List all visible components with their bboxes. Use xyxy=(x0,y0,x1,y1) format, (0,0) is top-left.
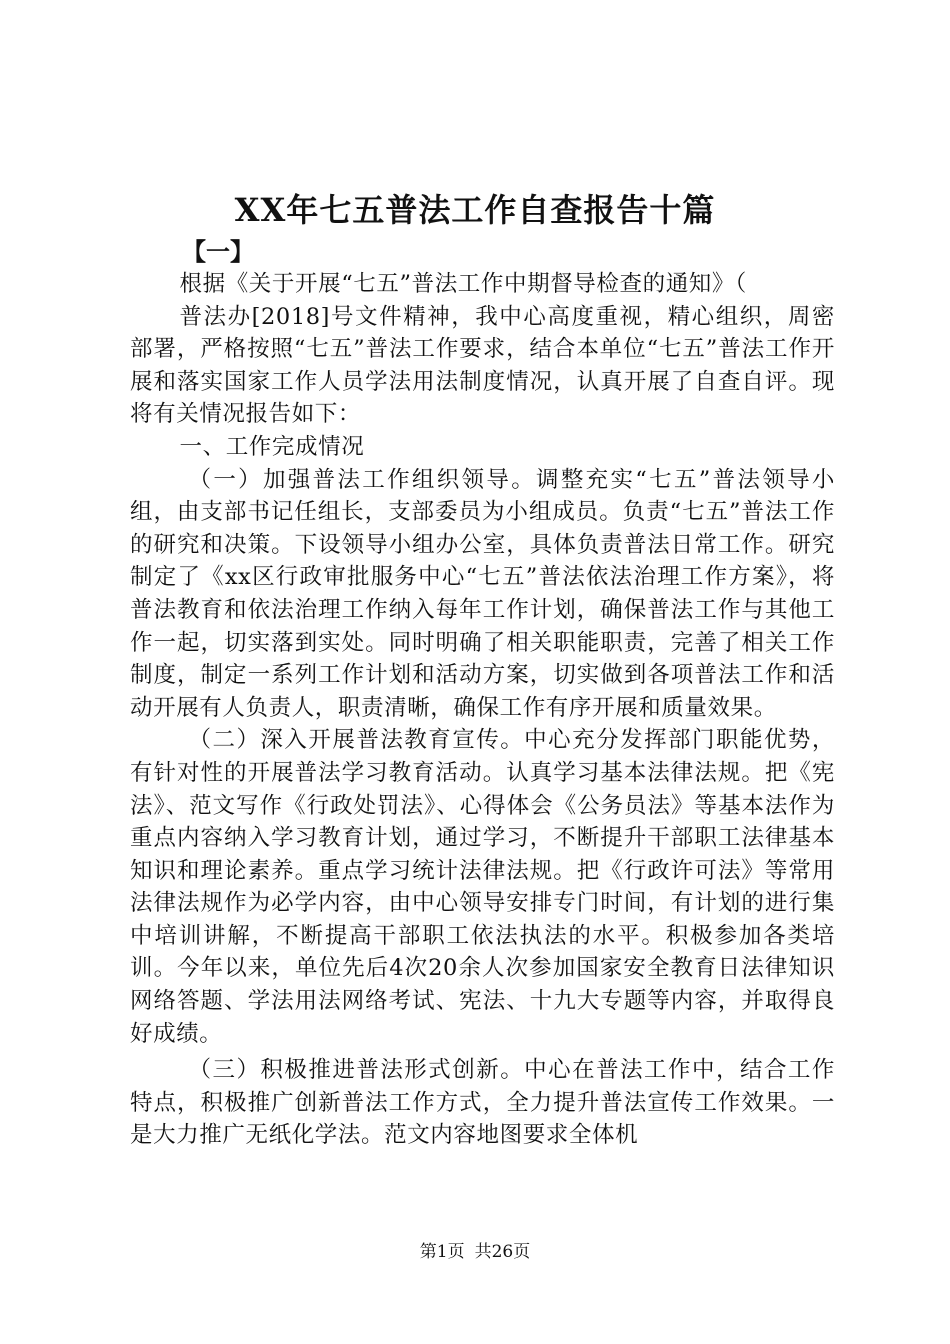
page-number: 第1页 xyxy=(419,1242,465,1262)
section-marker: 【一】 xyxy=(182,237,254,266)
paragraph-item-one: （一）加强普法工作组织领导。调整充实“七五”普法领导小组，由支部书记任组长，支部委员为小组成员。负责“七五”普法工作的研究和决策。下设领导小组办公室，具体负责普法日常工作。研究制定了《xx区行政审批服务中心“七五”普法依法治理工作方案》，将普法教育和依法治理工作纳入每年工作计划，确保普法工作与其他工作一起，切实落到实处。同时明确了相关职能职责，完善了相关工作制度，制定一系列工作计划和活动方案，切实做到各项普法工作和活动开展有人负责人，职责清晰，确保工作有序开展和质量效果。 xyxy=(130,466,835,721)
heading-work-completion: 一、工作完成情况 xyxy=(179,433,365,460)
paragraph-intro-body: 普法办[2018]号文件精神，我中心高度重视，精心组织，周密部署，严格按照“七五”普法工作要求，结合本单位“七五”普法工作开展和落实国家工作人员学法用法制度情况，认真开展了自查自评。现将有关情况报告如下： xyxy=(130,303,835,428)
paragraph-item-three: （三）积极推进普法形式创新。中心在普法工作中，结合工作特点，积极推广创新普法工作方式，全力提升普法宣传工作效果。一是大力推广无纸化学法。范文内容地图要求全体机 xyxy=(130,1057,835,1149)
page-total: 共26页 xyxy=(474,1242,531,1262)
document-title: XX年七五普法工作自查报告十篇 xyxy=(234,191,716,229)
document-body xyxy=(130,268,835,1152)
paragraph-intro-reference: 根据《关于开展“七五”普法工作中期督导检查的通知》（ xyxy=(179,271,747,297)
page-footer xyxy=(0,1240,950,1264)
paragraph-item-two: （二）深入开展普法教育宣传。中心充分发挥部门职能优势，有针对性的开展普法学习教育活动。认真学习基本法律法规。把《宪法》、范文写作《行政处罚法》、心得体会《公务员法》等基本法作为重点内容纳入学习教育计划，通过学习，不断提升干部职工法律基本知识和理论素养。重点学习统计法律法规。把《行政许可法》等常用法律法规作为必学内容，由中心领导安排专门时间，有计划的进行集中培训讲解，不断提高干部职工依法执法的水平。积极参加各类培训。今年以来，单位先后4次20余人次参加国家安全教育日法律知识网络答题、学法用法网络考试、宪法、十九大专题等内容，并取得良好成绩。 xyxy=(130,727,835,1047)
